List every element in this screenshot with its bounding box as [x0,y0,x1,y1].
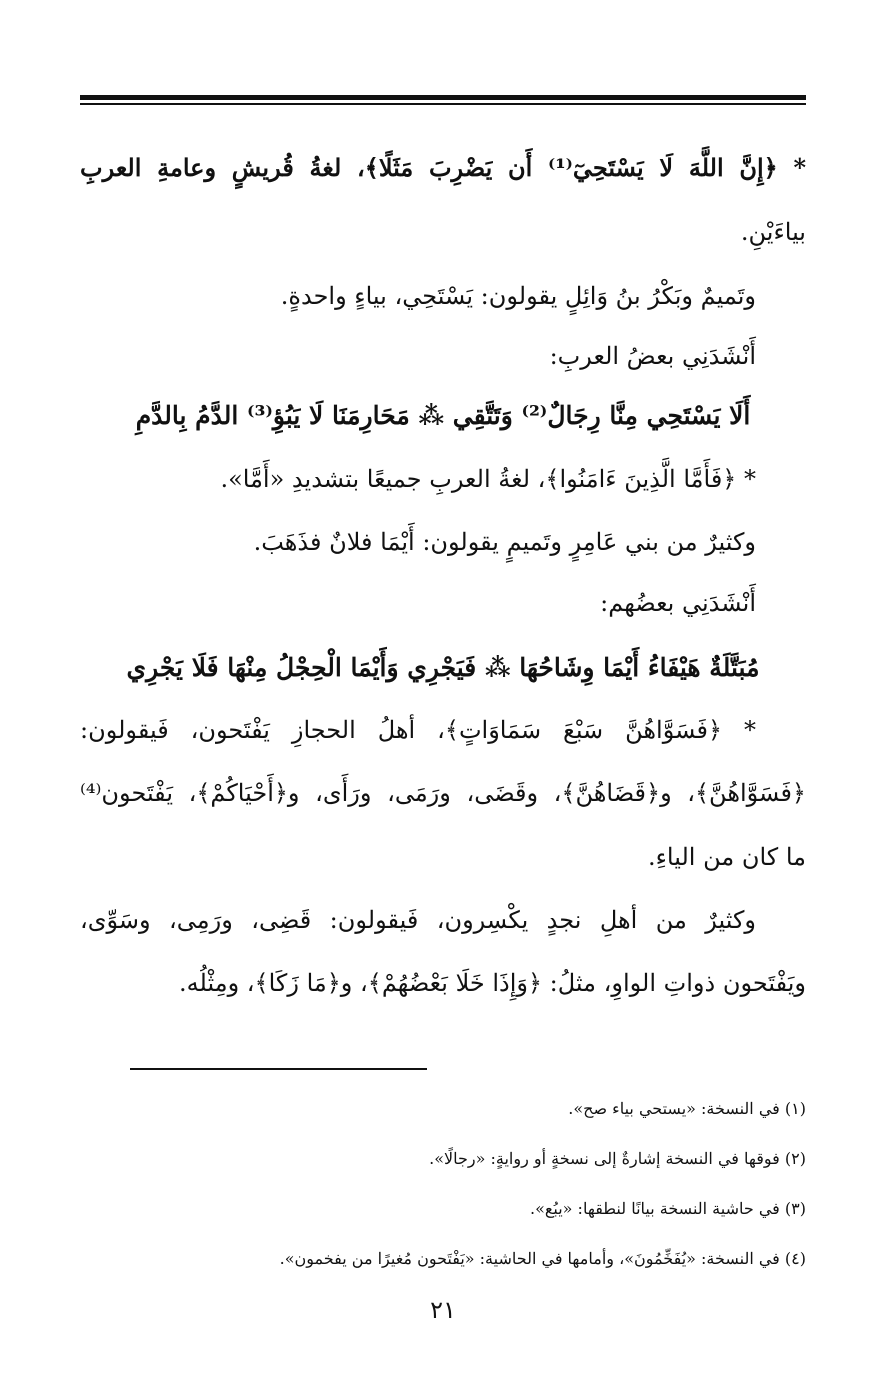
text-line-6: * ﴿فَأَمَّا الَّذِينَ ءَامَنُوا﴾، لغةُ العربِ جميعًا بتشديدِ «أَمَّا». [220,465,756,493]
text-line-13: وكثيرٌ من أهلِ نجدٍ يكْسِرون، فَيقولون: قَضِى، ورَمِى، وسَوِّى، [80,906,756,934]
text-line-14: ويَفْتَحون ذواتِ الواوِ، مثلُ: ﴿وَإِذَا خَلَا بَعْضُهُمْ﴾، و﴿مَا زَكَا﴾، ومِثْلُه. [179,969,806,997]
text-line-12: ما كان من الياءِ. [648,843,806,871]
text-line-11: ﴿فَسَوَّاهُنَّ﴾، و﴿قَضَاهُنَّ﴾، وقَضَى، ورَمَى، ورَأَى، و﴿أَحْيَاكُمْ﴾، يَفْتَحون⁽⁴⁾ [80,779,806,807]
text-line-4: أَنْشَدَنِي بعضُ العربِ: [549,342,756,370]
text-line-2: بياءَيْنِ. [740,218,806,246]
page-number: ٢١ [430,1296,456,1324]
header-rule-thick [80,95,806,100]
footnote-1: (١) في النسخة: «يستحي بياء صح». [568,1099,806,1118]
text-line-1: * ﴿إِنَّ اللَّهَ لَا يَسْتَحِيٓ⁽¹⁾ أَن يَضْرِبَ مَثَلًا﴾، لغةُ قُريشٍ وعامةِ العربِ [80,153,806,182]
footnote-4: (٤) في النسخة: «يُفَخِّمُونَ»، وأمامها في الحاشية: «يَفْتَحون مُغيرًا من يفخمون». [279,1249,806,1268]
header-rule-thin [80,103,806,105]
footnote-2: (٢) فوقها في النسخة إشارةٌ إلى نسخةٍ أو روايةٍ: «رجالًا». [429,1149,806,1168]
footnote-separator [130,1068,427,1070]
poem-verse-2: مُبَتَّلَةٌ هَيْفَاءُ أَيْمَا وِشَاحُهَا ⁂ فَيَجْرِي وَأَيْمَا الْحِجْلُ مِنْهَا فَلَا يَجْرِي [126,653,760,682]
text-line-7: وكثيرٌ من بني عَامِرٍ وتَميمٍ يقولون: أَيْمَا فلانٌ فذَهَبَ. [253,528,756,556]
text-line-10: * ﴿فَسَوَّاهُنَّ سَبْعَ سَمَاوَاتٍ﴾، أهلُ الحجازِ يَفْتَحون، فَيقولون: [80,716,756,744]
poem-verse-1: أَلَا يَسْتَحِي مِنَّا رِجَالٌ⁽²⁾ وَتَتَّقِي ⁂ مَحَارِمَنَا لَا يَبُؤِ⁽³⁾ الدَّمُ بِالدَّمِ [135,401,751,430]
text-line-8: أَنْشَدَنِي بعضُهم: [600,589,756,617]
text-line-3: وتَميمٌ وبَكْرُ بنُ وَائِلٍ يقولون: يَسْتَحِي، بياءٍ واحدةٍ. [280,282,756,310]
footnote-3: (٣) في حاشية النسخة بيانًا لنطقها: «يبُع». [530,1199,806,1218]
